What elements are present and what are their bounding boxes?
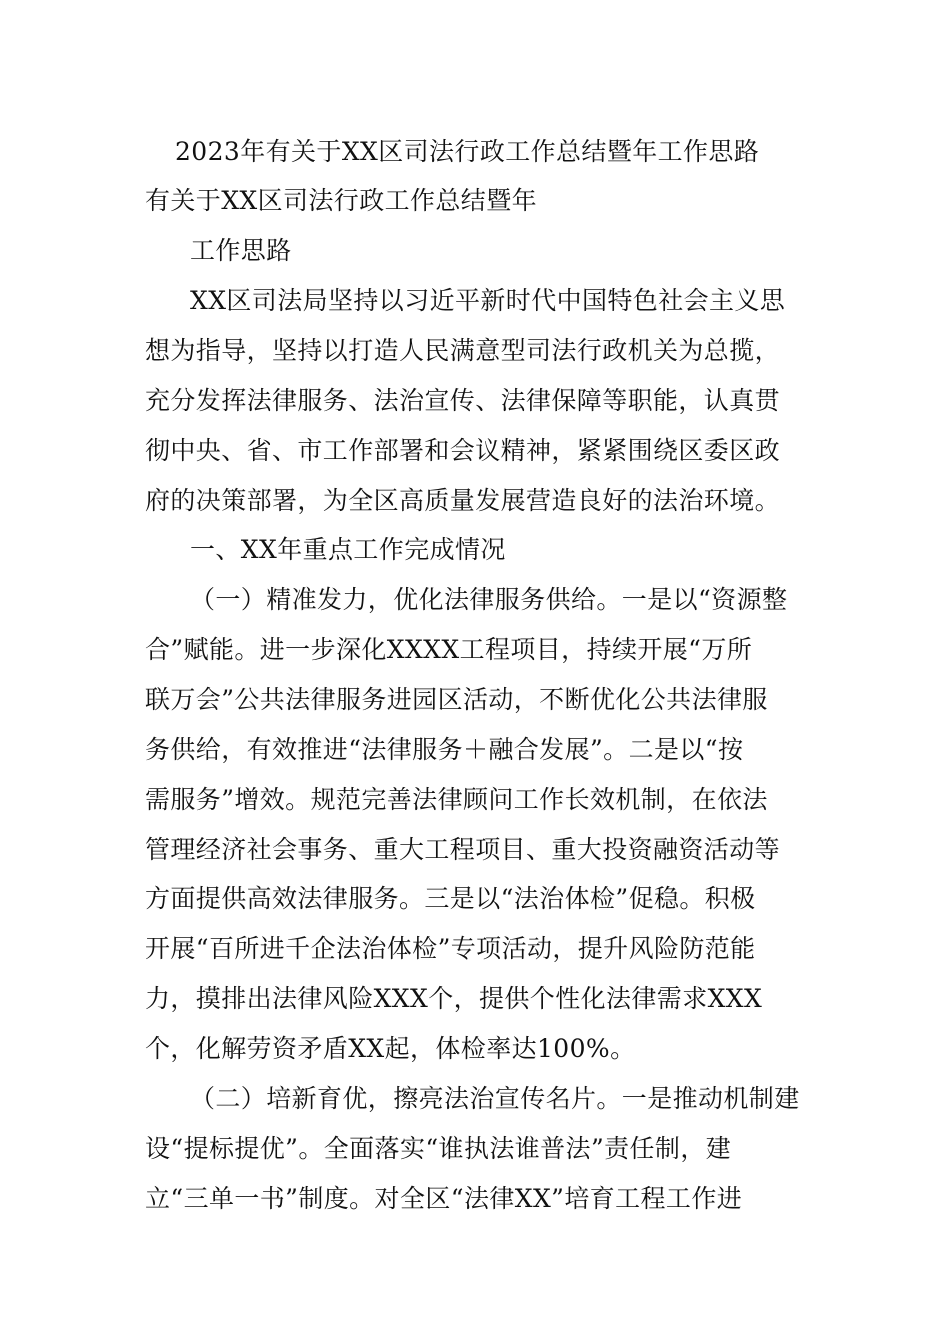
body-line: 力，摸排出法律风险XXX个，提供个性化法律需求XXX: [145, 984, 763, 1013]
body-line: 联万会”公共法律服务进园区活动，不断优化公共法律服: [145, 685, 768, 714]
body-line: 开展“百所进千企法治体检”专项活动，提升风险防范能: [145, 934, 756, 963]
body-line: 府的决策部署，为全区高质量发展营造良好的法治环境。: [145, 486, 781, 515]
body-line: 个，化解劳资矛盾XX起，体检率达100%。: [145, 1034, 636, 1063]
body-line: （一）精准发力，优化法律服务供给。一是以“资源整: [190, 585, 788, 614]
body-line: 设“提标提优”。全面落实“谁执法谁普法”责任制，建: [145, 1134, 732, 1163]
document-subtitle-line-1: 有关于XX区司法行政工作总结暨年: [145, 186, 537, 215]
body-line: XX区司法局坚持以习近平新时代中国特色社会主义思: [190, 286, 786, 315]
body-line: 充分发挥法律服务、法治宣传、法律保障等职能，认真贯: [145, 386, 781, 415]
body-line: 立“三单一书”制度。对全区“法律XX”培育工程工作进: [145, 1184, 743, 1213]
body-line: 合”赋能。进一步深化XXXX工程项目，持续开展“万所: [145, 635, 753, 664]
section-heading: 一、XX年重点工作完成情况: [190, 535, 506, 564]
body-line: 管理经济社会事务、重大工程项目、重大投资融资活动等: [145, 835, 781, 864]
document-title: 2023年有关于XX区司法行政工作总结暨年工作思路: [175, 137, 760, 166]
body-line: 彻中央、省、市工作部署和会议精神，紧紧围绕区委区政: [145, 436, 781, 465]
body-line: （二）培新育优，擦亮法治宣传名片。一是推动机制建: [190, 1084, 800, 1113]
body-line: 务供给，有效推进“法律服务＋融合发展”。二是以“按: [145, 735, 744, 764]
body-line: 想为指导，坚持以打造人民满意型司法行政机关为总揽，: [145, 336, 781, 365]
body-line: 需服务”增效。规范完善法律顾问工作长效机制，在依法: [145, 785, 768, 814]
document-subtitle-line-2: 工作思路: [190, 236, 292, 265]
body-line: 方面提供高效法律服务。三是以“法治体检”促稳。积极: [145, 884, 756, 913]
